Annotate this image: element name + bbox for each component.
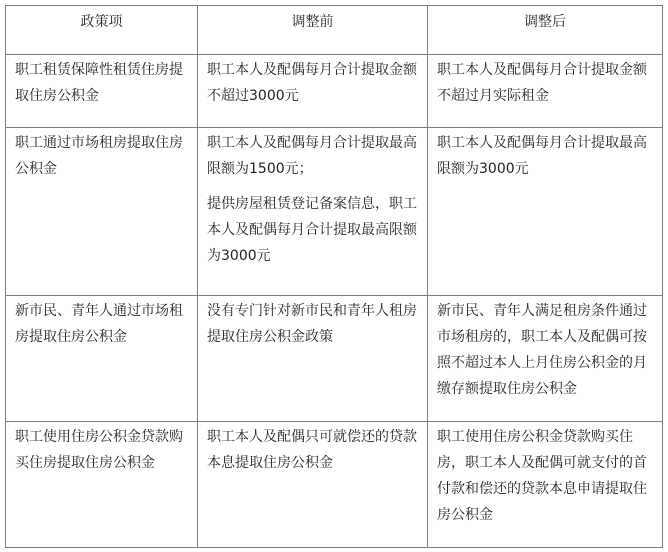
after-text: 新市民、青年人满足租房条件通过市场租房的，职工本人及配偶可按照不超过本人上月住房公积金的月缴存额提取住房公积金: [437, 303, 647, 397]
table-row: [6, 296, 663, 422]
after-text: 职工使用住房公积金贷款购买住房，职工本人及配偶可就支付的首付款和偿还的贷款本息申请提取住房公积金: [437, 429, 647, 523]
policy-item-text: 职工使用住房公积金贷款购买住房提取住房公积金: [15, 429, 183, 471]
policy-item-cell: [6, 422, 198, 548]
before-cell: [198, 128, 428, 296]
before-cell: [198, 296, 428, 422]
policy-item-cell: [6, 296, 198, 422]
table-row: [6, 128, 663, 296]
header-before: 调整前: [198, 6, 428, 55]
policy-item-cell: [6, 128, 198, 296]
after-cell: [428, 55, 663, 128]
table-row: [6, 55, 663, 128]
table-row: [6, 422, 663, 548]
after-cell: [428, 422, 663, 548]
policy-item-text: 职工租赁保障性租赁住房提取住房公积金: [15, 62, 183, 104]
before-text-secondary: 提供房屋租赁登记备案信息，职工本人及配偶每月合计提取最高限额为3000元: [207, 196, 417, 264]
before-text: 没有专门针对新市民和青年人租房提取住房公积金政策: [207, 303, 417, 345]
policy-item-text: 职工通过市场租房提取住房公积金: [15, 135, 183, 177]
policy-adjustment-table: [5, 5, 663, 548]
header-after: 调整后: [428, 6, 663, 55]
before-cell: [198, 422, 428, 548]
after-text: 职工本人及配偶每月合计提取最高限额为3000元: [437, 135, 647, 177]
after-cell: [428, 128, 663, 296]
table-header-row: [6, 6, 663, 55]
after-cell: [428, 296, 663, 422]
before-text: 职工本人及配偶每月合计提取金额不超过3000元: [207, 62, 417, 104]
before-cell: [198, 55, 428, 128]
policy-item-cell: [6, 55, 198, 128]
policy-item-text: 新市民、青年人通过市场租房提取住房公积金: [15, 303, 183, 345]
before-text: 职工本人及配偶只可就偿还的贷款本息提取住房公积金: [207, 429, 417, 471]
after-text: 职工本人及配偶每月合计提取金额不超过月实际租金: [437, 62, 647, 104]
before-text: 职工本人及配偶每月合计提取最高限额为1500元；: [207, 135, 417, 177]
header-policy-item: 政策项: [6, 6, 198, 55]
